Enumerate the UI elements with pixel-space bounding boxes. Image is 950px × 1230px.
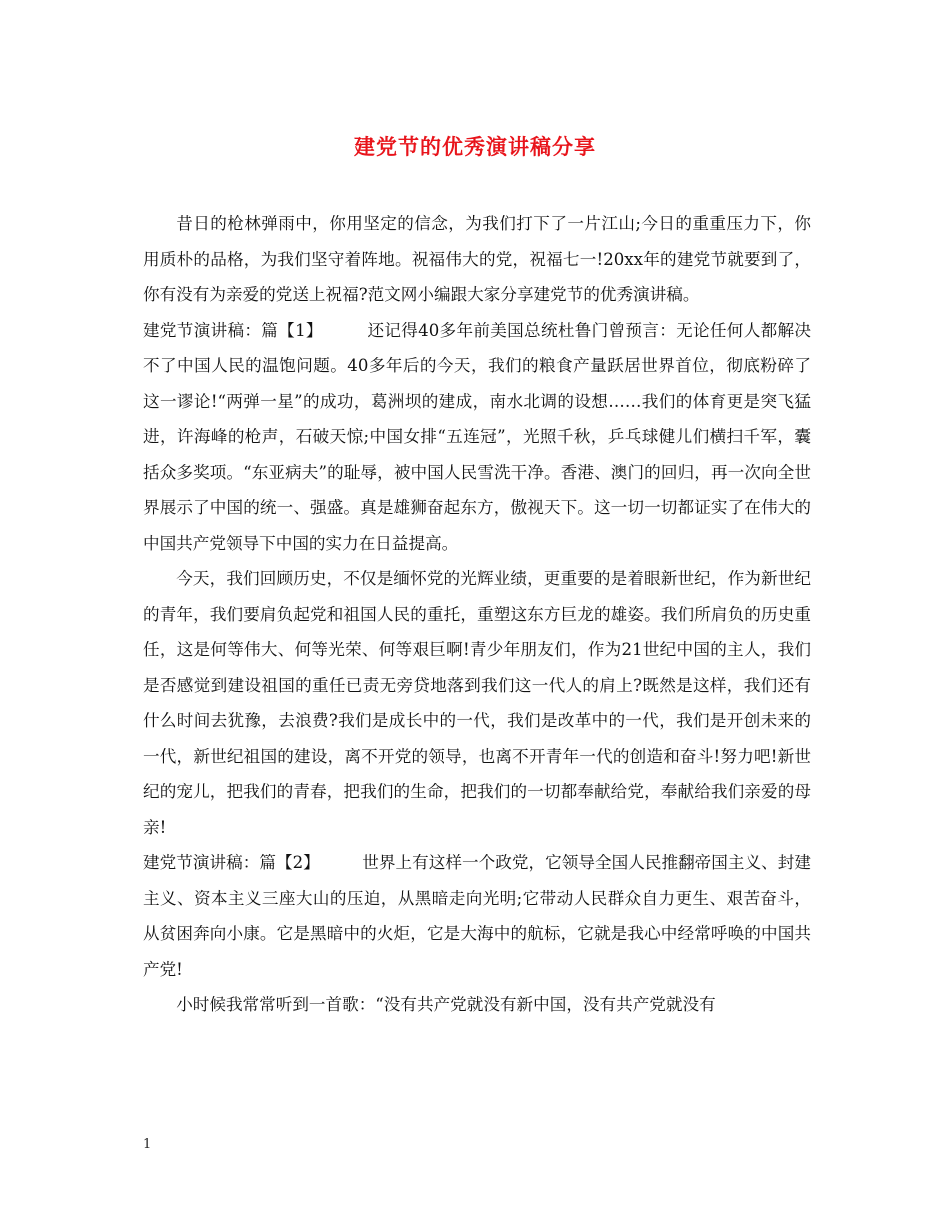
paragraph-speech-2-continued xyxy=(143,987,811,1023)
page-number: 1 xyxy=(143,1137,152,1152)
document-body xyxy=(143,206,811,1023)
paragraph-speech-1 xyxy=(143,313,811,562)
paragraph-text: 昔日的枪林弹雨中，你用坚定的信念，为我们打下了一片江山;今日的重重压力下，你用质朴的品格，为我们坚守着阵地。祝福伟大的党，祝福七一!20xx年的建党节就要到了，你有没有为亲爱的党送上祝福?范文网小编跟大家分享建党节的优秀演讲稿。 xyxy=(143,214,811,304)
paragraph-intro xyxy=(143,206,811,313)
paragraph-text: 世界上有这样一个政党，它领导全国人民推翻帝国主义、封建主义、资本主义三座大山的压迫，从黑暗走向光明;它带动人民群众自力更生、艰苦奋斗，从贫困奔向小康。它是黑暗中的火炬，它是大海中的航标，它就是我心中经常呼唤的中国共产党! xyxy=(143,853,812,979)
document-title: 建党节的优秀演讲稿分享 xyxy=(354,134,596,159)
paragraph-text: 小时候我常常听到一首歌：“没有共产党就没有新中国，没有共产党就没有 xyxy=(176,995,716,1014)
speech-heading-1: 建党节演讲稿：篇【1】 xyxy=(143,320,323,340)
speech-heading-2: 建党节演讲稿：篇【2】 xyxy=(143,853,320,872)
paragraph-text: 今天，我们回顾历史，不仅是缅怀党的光辉业绩，更重要的是着眼新世纪，作为新世纪的青年，我们要肩负起党和祖国人民的重托，重塑这东方巨龙的雄姿。我们所肩负的历史重任，这是何等伟大、何等光荣、何等艰巨啊!青少年朋友们，作为21世纪中国的主人，我们是否感觉到建设祖国的重任已责无旁贷地落到我们这一代人的肩上?既然是这样，我们还有什么时间去犹豫，去浪费?我们是成长中的一代，我们是改革中的一代，我们是开创未来的一代，新世纪祖国的建设，离不开党的领导，也离不开青年一代的创造和奋斗!努力吧!新世纪的宠儿，把我们的青春，把我们的生命，把我们的一切都奉献给党，奉献给我们亲爱的母亲! xyxy=(143,569,811,837)
paragraph-speech-1-continued xyxy=(143,561,811,845)
paragraph-text: 还记得40多年前美国总统杜鲁门曾预言：无论任何人都解决不了中国人民的温饱问题。40多年后的今天，我们的粮食产量跃居世界首位，彻底粉碎了这一谬论!“两弹一星”的成功，葛洲坝的建成，南水北调的设想……我们的体育更是突飞猛进，许海峰的枪声，石破天惊;中国女排“五连冠”，光照千秋，乒乓球健儿们横扫千军，囊括众多奖项。“东亚病夫”的耻辱，被中国人民雪洗干净。香港、澳门的回归，再一次向全世界展示了中国的统一、强盛。真是雄狮奋起东方，傲视天下。这一切一切都证实了在伟大的中国共产党领导下中国的实力在日益提高。 xyxy=(143,320,811,553)
paragraph-speech-2 xyxy=(143,845,811,987)
